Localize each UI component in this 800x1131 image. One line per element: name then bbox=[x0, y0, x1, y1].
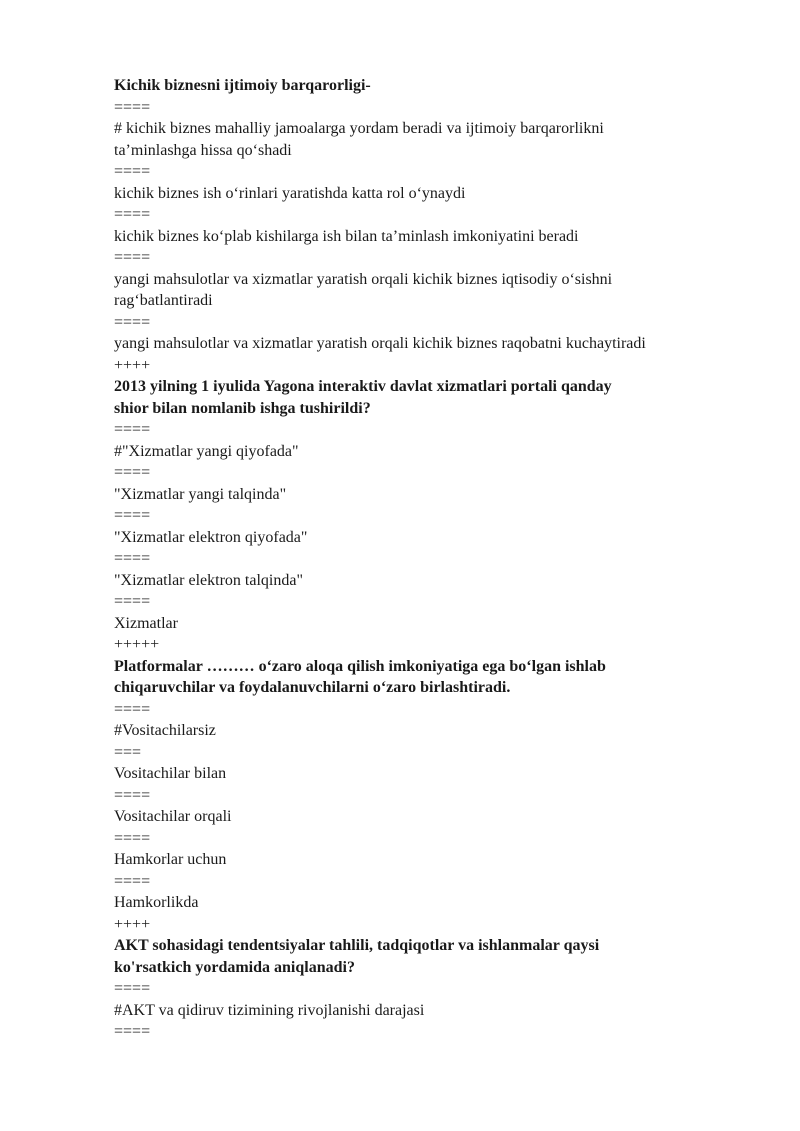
answer-option: kichik biznes ko‘plab kishilarga ish bilan ta’minlash imkoniyatini beradi bbox=[114, 227, 579, 245]
answer-option: "Xizmatlar elektron qiyofada" bbox=[114, 528, 308, 546]
answer-separator: ==== bbox=[114, 507, 151, 524]
answer-option: Vositachilar bilan bbox=[114, 765, 227, 782]
correct-answer: # kichik biznes mahalliy jamoalarga yordam beradi va ijtimoiy barqarorlikni bbox=[114, 120, 604, 137]
answer-separator: ==== bbox=[114, 249, 151, 266]
question-text: AKT sohasidagi tendentsiyalar tahlili, tadqiqotlar va ishlanmalar qaysi bbox=[114, 937, 600, 954]
question-text: Platformalar ……… o‘zaro aloqa qilish imkoniyatiga ega bo‘lgan ishlab bbox=[114, 657, 606, 675]
answer-separator: ==== bbox=[114, 206, 151, 223]
answer-option: Vositachilar orqali bbox=[114, 808, 232, 825]
answer-option: kichik biznes ish o‘rinlari yaratishda katta rol o‘ynaydi bbox=[114, 184, 466, 202]
answer-separator: ==== bbox=[114, 1023, 151, 1040]
answer-separator: ==== bbox=[114, 98, 151, 116]
answer-option: yangi mahsulotlar va xizmatlar yaratish orqali kichik biznes iqtisodiy o‘sishni bbox=[114, 270, 613, 288]
answer-separator: ==== bbox=[114, 313, 151, 331]
correct-answer: #Vositachilarsiz bbox=[114, 722, 216, 739]
answer-separator: ==== bbox=[114, 550, 151, 567]
answer-separator: ==== bbox=[114, 593, 151, 610]
question-text: Kichik biznesni ijtimoiy barqarorligi- bbox=[114, 77, 371, 94]
answer-separator: ==== bbox=[114, 421, 151, 438]
question-separator: ++++ bbox=[114, 356, 151, 374]
question-separator: ++++ bbox=[114, 915, 151, 933]
correct-answer: #AKT va qidiruv tizimining rivojlanishi darajasi bbox=[114, 1001, 425, 1019]
question-text: ko'rsatkich yordamida aniqlanadi? bbox=[114, 958, 355, 976]
answer-separator: ==== bbox=[114, 464, 151, 481]
answer-separator: ==== bbox=[114, 786, 151, 804]
question-text: chiqaruvchilar va foydalanuvchilarni o‘zaro birlashtiradi. bbox=[114, 679, 511, 696]
answer-option: Hamkorlikda bbox=[114, 894, 199, 911]
answer-separator: ==== bbox=[114, 700, 151, 718]
answer-option: Hamkorlar uchun bbox=[114, 851, 227, 868]
answer-option: yangi mahsulotlar va xizmatlar yaratish orqali kichik biznes raqobatni kuchaytiradi bbox=[114, 335, 646, 352]
answer-option: "Xizmatlar elektron talqinda" bbox=[114, 571, 303, 589]
answer-separator: === bbox=[114, 743, 142, 761]
answer-option: Xizmatlar bbox=[114, 614, 178, 632]
question-text: shior bilan nomlanib ishga tushirildi? bbox=[114, 399, 371, 417]
answer-separator: ==== bbox=[114, 872, 151, 890]
answer-option: rag‘batlantiradi bbox=[114, 292, 213, 309]
answer-separator: ==== bbox=[114, 829, 151, 847]
answer-separator: ==== bbox=[114, 163, 151, 180]
correct-answer: #"Xizmatlar yangi qiyofada" bbox=[114, 442, 299, 460]
answer-separator: ==== bbox=[114, 980, 151, 997]
answer-option: ta’minlashga hissa qo‘shadi bbox=[114, 141, 292, 159]
document-body bbox=[114, 75, 754, 1043]
question-text: 2013 yilning 1 iyulida Yagona interaktiv davlat xizmatlari portali qanday bbox=[114, 378, 612, 395]
question-separator: +++++ bbox=[114, 636, 160, 653]
answer-option: "Xizmatlar yangi talqinda" bbox=[114, 485, 287, 503]
